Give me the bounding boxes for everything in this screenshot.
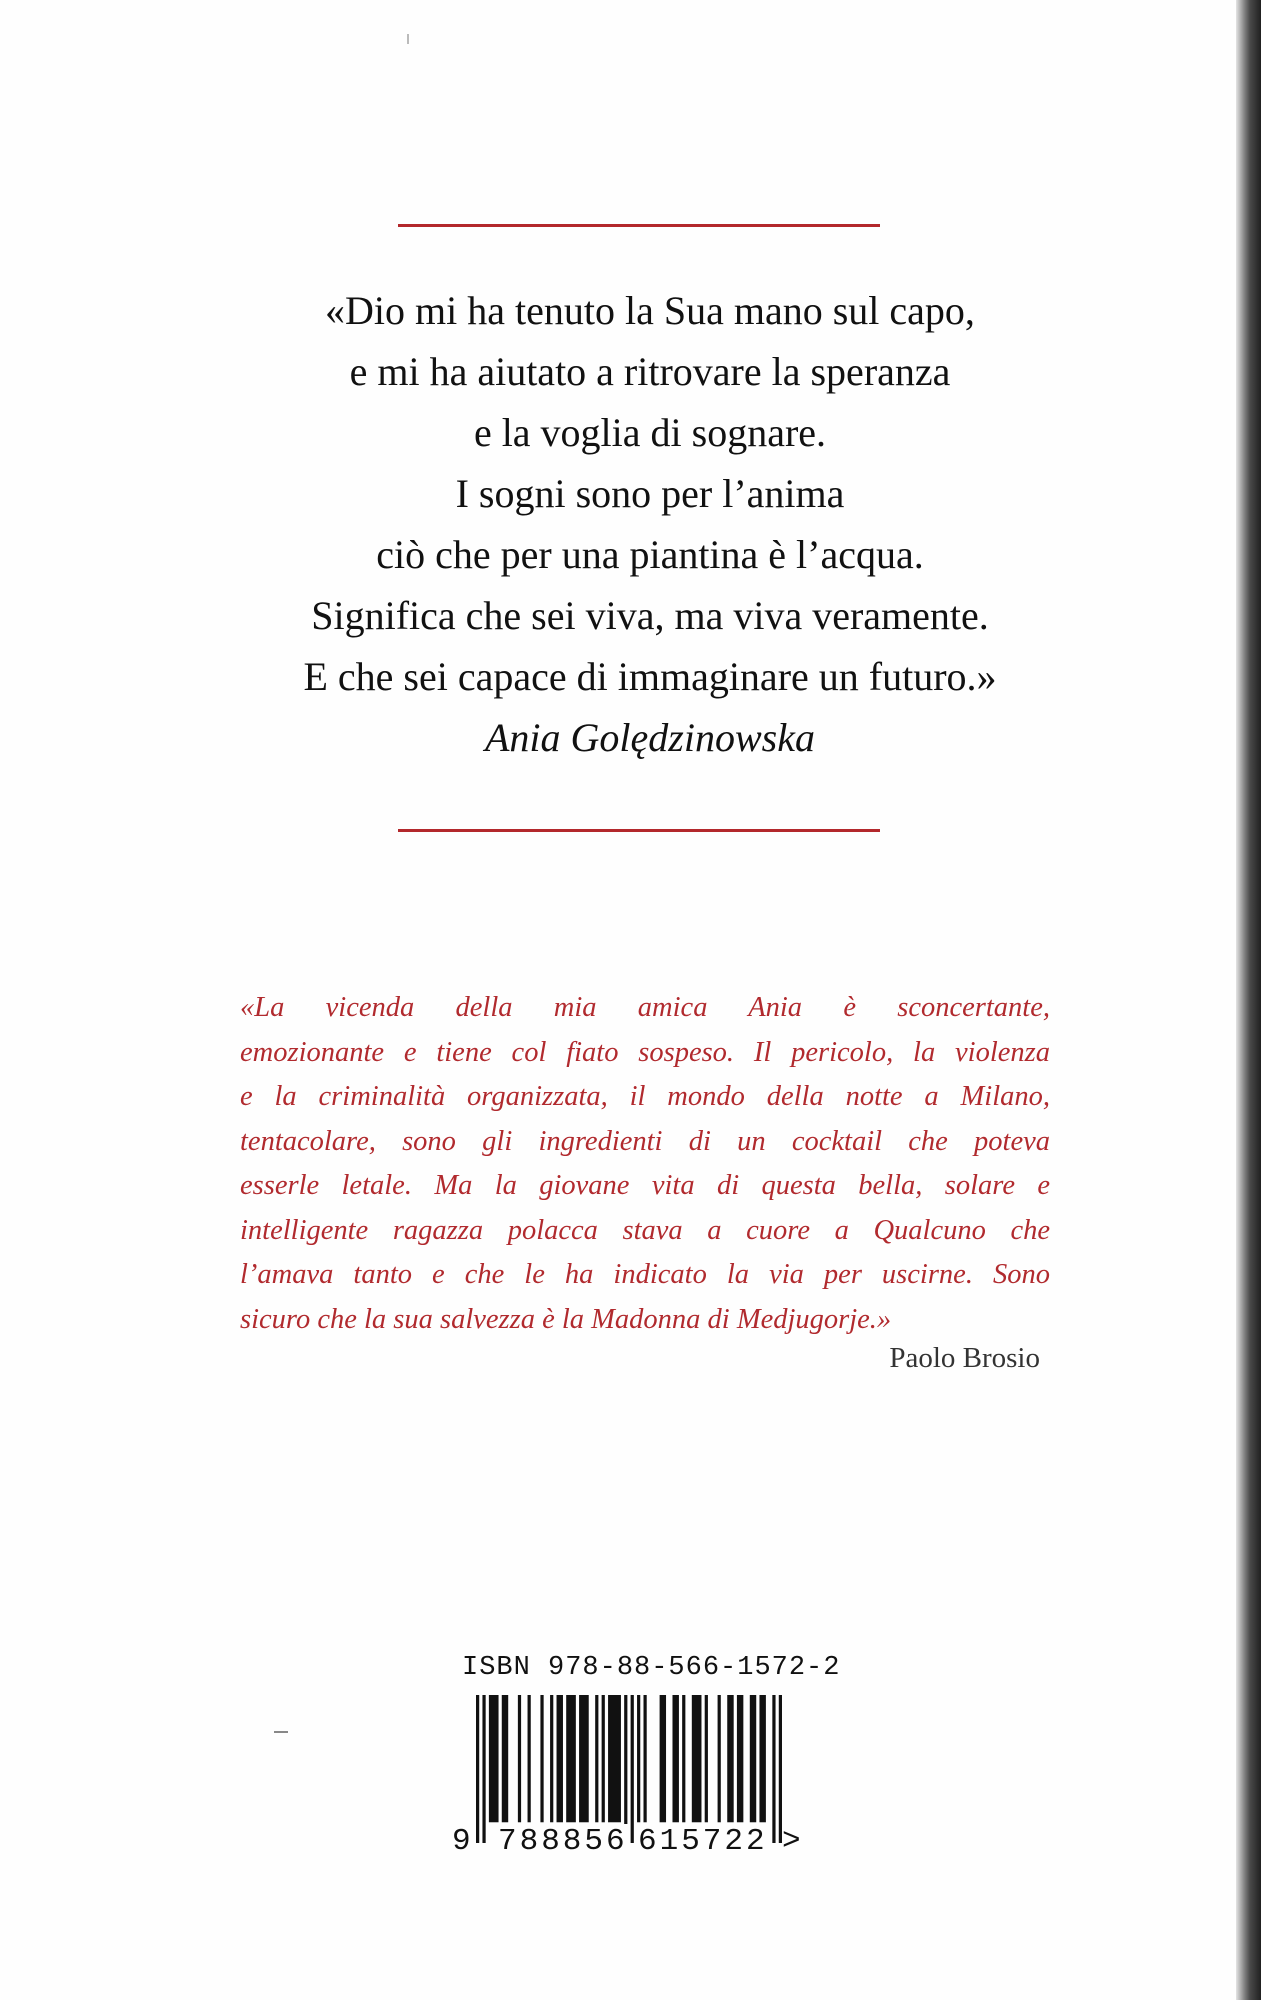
endorsement-line: l’amava tanto e che le ha indicato la via per uscirne. Sono: [240, 1259, 1050, 1290]
quote-line: Significa che sei viva, ma viva veramente.: [311, 593, 989, 638]
barcode-bar: [682, 1695, 685, 1822]
barcode-guard-bar: [482, 1695, 485, 1843]
barcode-bar: [718, 1695, 721, 1822]
endorsement-line: «La vicenda della mia amica Ania è sconcertante,: [240, 992, 1050, 1023]
barcode-guard-bar: [772, 1695, 775, 1843]
endorsement-line: tentacolare, sono gli ingredienti di un cocktail che poteva: [240, 1125, 1050, 1157]
barcode-bar: [737, 1695, 743, 1822]
barcode-bar: [750, 1695, 756, 1822]
top-divider-rule: [398, 224, 880, 227]
barcode-left-digits: 788856: [498, 1824, 628, 1859]
barcode-bar: [759, 1695, 765, 1822]
barcode-bar: [660, 1695, 666, 1822]
barcode-guard-bar: [476, 1695, 479, 1843]
barcode-bar: [557, 1695, 563, 1822]
barcode-bars: [476, 1695, 782, 1843]
quote-line: e la voglia di sognare.: [473, 410, 827, 455]
barcode-lead-digit: 9: [452, 1824, 471, 1859]
quote-line: I sogni sono per l’anima: [455, 471, 845, 516]
barcode-guard-bar: [631, 1695, 634, 1843]
barcode-bar: [608, 1695, 621, 1822]
quote-line: «Dio mi ha tenuto la Sua mano sul capo,: [325, 288, 975, 333]
bottom-divider-rule: [398, 829, 880, 832]
scan-speck: [407, 34, 409, 44]
barcode-right-digits: 615722: [638, 1824, 768, 1859]
endorsement-blurb: [240, 986, 1050, 1342]
barcode-bar: [579, 1695, 589, 1822]
isbn-barcode: [452, 1653, 841, 1867]
barcode-bar: [550, 1695, 553, 1822]
barcode-bar: [489, 1695, 499, 1822]
endorsement-line: e la criminalità organizzata, il mondo della notte a Milano,: [240, 1081, 1050, 1112]
barcode-bar: [518, 1695, 521, 1822]
barcode-bar: [692, 1695, 702, 1822]
scan-speck: [274, 1731, 288, 1733]
main-quote: [130, 280, 1170, 768]
barcode-bar: [528, 1695, 531, 1822]
barcode-bar: [540, 1695, 543, 1822]
endorsement-line: intelligente ragazza polacca stava a cuore a Qualcuno che: [240, 1214, 1050, 1246]
quote-line: E che sei capace di immaginare un futuro.»: [303, 654, 997, 699]
quote-line: e mi ha aiutato a ritrovare la speranza: [349, 349, 951, 394]
barcode-bar: [672, 1695, 678, 1822]
endorsement-author: Paolo Brosio: [889, 1342, 1040, 1374]
barcode-bar: [595, 1695, 598, 1822]
quote-author: Ania Golędzinowska: [485, 715, 815, 760]
endorsement-line: esserle letale. Ma la giovane vita di questa bella, solare e: [240, 1170, 1050, 1201]
quote-line: ciò che per una piantina è l’acqua.: [376, 532, 924, 577]
barcode-guard-bar: [624, 1695, 627, 1843]
barcode-bar: [502, 1695, 508, 1822]
isbn-label: ISBN 978-88-566-1572-2: [462, 1653, 841, 1683]
barcode-quiet-zone-arrow: >: [782, 1824, 801, 1859]
barcode-bar: [566, 1695, 576, 1822]
spine-edge: [1236, 0, 1261, 2000]
barcode-bar: [602, 1695, 605, 1822]
barcode-bar: [705, 1695, 708, 1822]
barcode-guard-bar: [779, 1695, 782, 1843]
endorsement-line: emozionante e tiene col fiato sospeso. Il pericolo, la violenza: [240, 1036, 1050, 1068]
barcode-bar: [637, 1695, 640, 1822]
barcode-bar: [727, 1695, 733, 1822]
endorsement-line: sicuro che la sua salvezza è la Madonna di Medjugorje.»: [240, 1303, 892, 1335]
barcode-bar: [643, 1695, 646, 1822]
